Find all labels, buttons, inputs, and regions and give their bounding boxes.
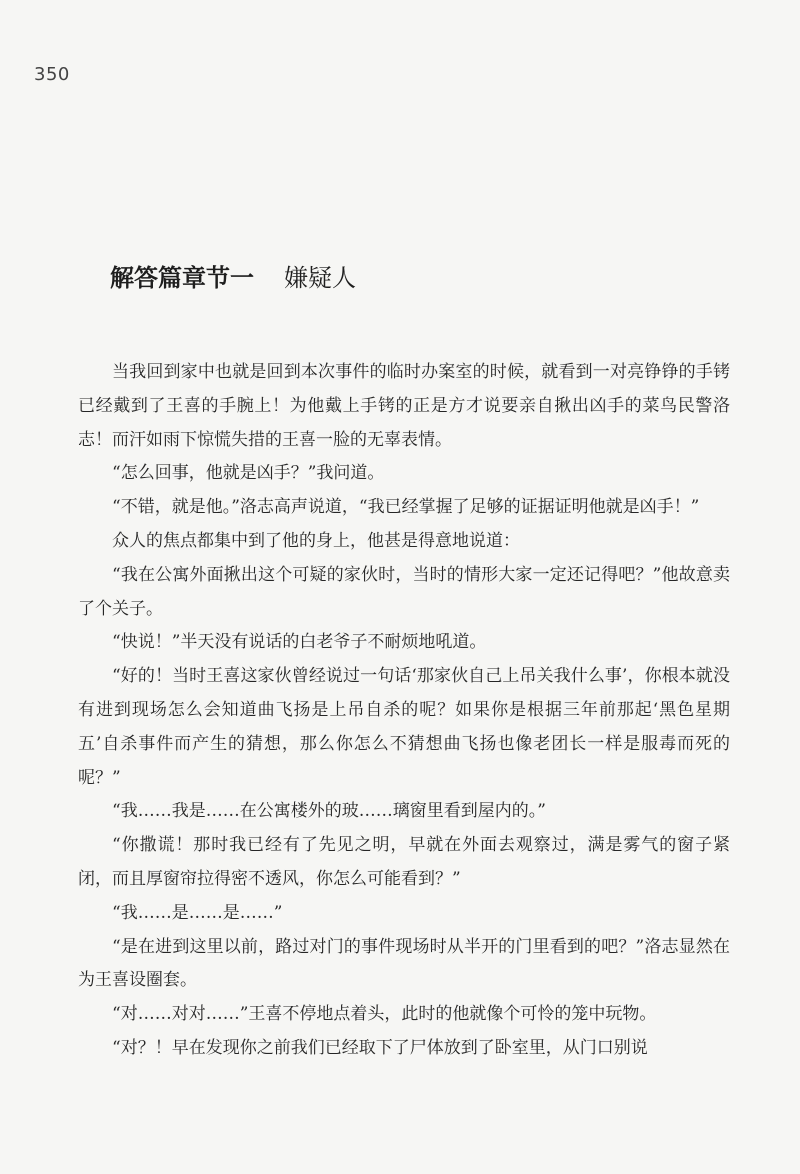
chapter-heading	[110, 258, 356, 293]
paragraph: “好的！当时王喜这家伙曾经说过一句话‘那家伙自己上吊关我什么事’，你根本就没有进到现场怎么会知道曲飞扬是上吊自杀的呢？如果你是根据三年前那起‘黑色星期五’自杀事件而产生的猜想，那么你怎么不猜想曲飞扬也像老团长一样是服毒而死的呢？”	[78, 666, 730, 788]
paragraph: “我在公寓外面揪出这个可疑的家伙时，当时的情形大家一定还记得吧？”他故意卖了个关子。	[78, 564, 730, 619]
paragraph: 众人的焦点都集中到了他的身上，他甚是得意地说道：	[112, 530, 520, 551]
chapter-title: 解答篇章节一	[110, 264, 254, 292]
paragraph: “怎么回事，他就是凶手？”我问道。	[112, 463, 385, 484]
paragraph: “对……对对……”王喜不停地点着头，此时的他就像个可怜的笼中玩物。	[112, 1004, 657, 1025]
paragraph: “不错，就是他。”洛志高声说道，“我已经掌握了足够的证据证明他就是凶手！”	[112, 497, 700, 518]
paragraph: “你撒谎！那时我已经有了先见之明，早就在外面去观察过，满是雾气的窗子紧闭，而且厚窗帘拉得密不透风，你怎么可能看到？”	[78, 835, 730, 889]
paragraph: “我……是……是……”	[112, 902, 283, 923]
body-text	[78, 356, 730, 1066]
paragraph: “是在进到这里以前，路过对门的事件现场时从半开的门里看到的吧？”洛志显然在为王喜设圈套。	[78, 936, 730, 991]
paragraph: “对？！早在发现你之前我们已经取下了尸体放到了卧室里，从门口别说	[112, 1037, 648, 1058]
paragraph: “我……我是……在公寓楼外的玻……璃窗里看到屋内的。”	[112, 801, 546, 822]
paragraph: 当我回到家中也就是回到本次事件的临时办案室的时候，就看到一对亮铮铮的手铐已经戴到了王喜的手腕上！为他戴上手铐的正是方才说要亲自揪出凶手的菜鸟民警洛志！而汗如雨下惊慌失措的王喜一脸的无辜表情。	[78, 362, 730, 450]
paragraph: “快说！”半天没有说话的白老爷子不耐烦地吼道。	[112, 632, 487, 653]
page-number: 350	[34, 64, 70, 85]
chapter-subtitle: 嫌疑人	[284, 264, 356, 292]
